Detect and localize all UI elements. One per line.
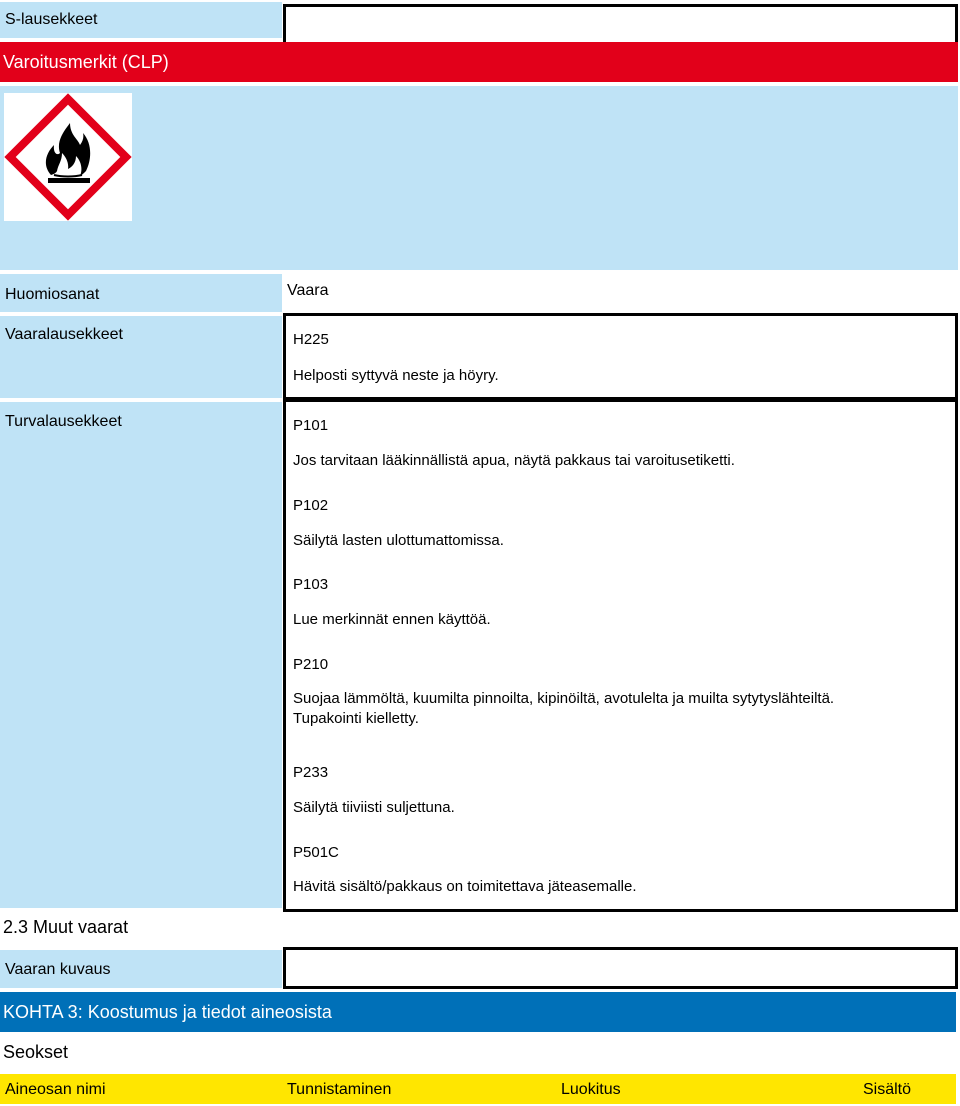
precaution-text: Lue merkinnät ennen käyttöä.	[293, 611, 491, 628]
hazard-code: H225	[293, 331, 329, 348]
s-statements-row	[0, 2, 282, 38]
signal-word-label-cell	[0, 274, 282, 312]
precaution-code: P101	[293, 417, 329, 434]
s-statements-label: S-lausekkeet	[5, 11, 98, 28]
precaution-text: Hävitä sisältö/pakkaus on toimitettava jäteasemalle.	[293, 878, 637, 895]
signal-word-value: Vaara	[287, 282, 329, 299]
precaution-label-cell	[0, 402, 282, 908]
precaution-code: P501C	[293, 844, 339, 861]
section3-heading: KOHTA 3: Koostumus ja tiedot aineosista	[3, 1002, 332, 1022]
column-header-content: Sisältö	[863, 1081, 912, 1098]
column-header-name: Aineosan nimi	[5, 1081, 106, 1098]
hazard-label-cell	[0, 316, 282, 398]
clp-heading-bar	[0, 42, 958, 82]
precaution-box	[283, 399, 958, 912]
hazard-description-label: Vaaran kuvaus	[5, 961, 111, 978]
precaution-label: Turvalausekkeet	[5, 413, 122, 430]
flame-hazard-icon	[4, 93, 132, 221]
precaution-text: Jos tarvitaan lääkinnällistä apua, näytä pakkaus tai varoitusetiketti.	[293, 452, 735, 469]
precaution-code: P102	[293, 497, 329, 514]
mixtures-subheading: Seokset	[3, 1042, 69, 1062]
s-statements-value-box	[283, 4, 958, 44]
pictogram-panel	[0, 86, 958, 270]
composition-table-header	[0, 1074, 956, 1104]
precaution-text: Säilytä tiiviisti suljettuna.	[293, 799, 455, 816]
clp-heading: Varoitusmerkit (CLP)	[3, 52, 169, 72]
hazard-description-box	[283, 947, 958, 989]
column-header-identification: Tunnistaminen	[287, 1081, 392, 1098]
precaution-code: P103	[293, 576, 329, 593]
precaution-code: P210	[293, 656, 329, 673]
section3-heading-bar	[0, 992, 956, 1032]
hazard-box	[283, 313, 958, 400]
hazard-description-label-cell	[0, 950, 282, 988]
precaution-code: P233	[293, 764, 329, 781]
signal-word-label: Huomiosanat	[5, 286, 100, 303]
precaution-text: Säilytä lasten ulottumattomissa.	[293, 532, 504, 549]
precaution-text: Suojaa lämmöltä, kuumilta pinnoilta, kipinöiltä, avotulelta ja muilta sytytyslähteiltä. Tupakointi kielletty.	[293, 690, 835, 727]
other-hazards-heading: 2.3 Muut vaarat	[3, 917, 129, 937]
hazard-label: Vaaralausekkeet	[5, 326, 123, 343]
column-header-classification: Luokitus	[561, 1081, 621, 1098]
pictogram-frame	[4, 93, 132, 221]
hazard-text: Helposti syttyvä neste ja höyry.	[293, 367, 499, 384]
